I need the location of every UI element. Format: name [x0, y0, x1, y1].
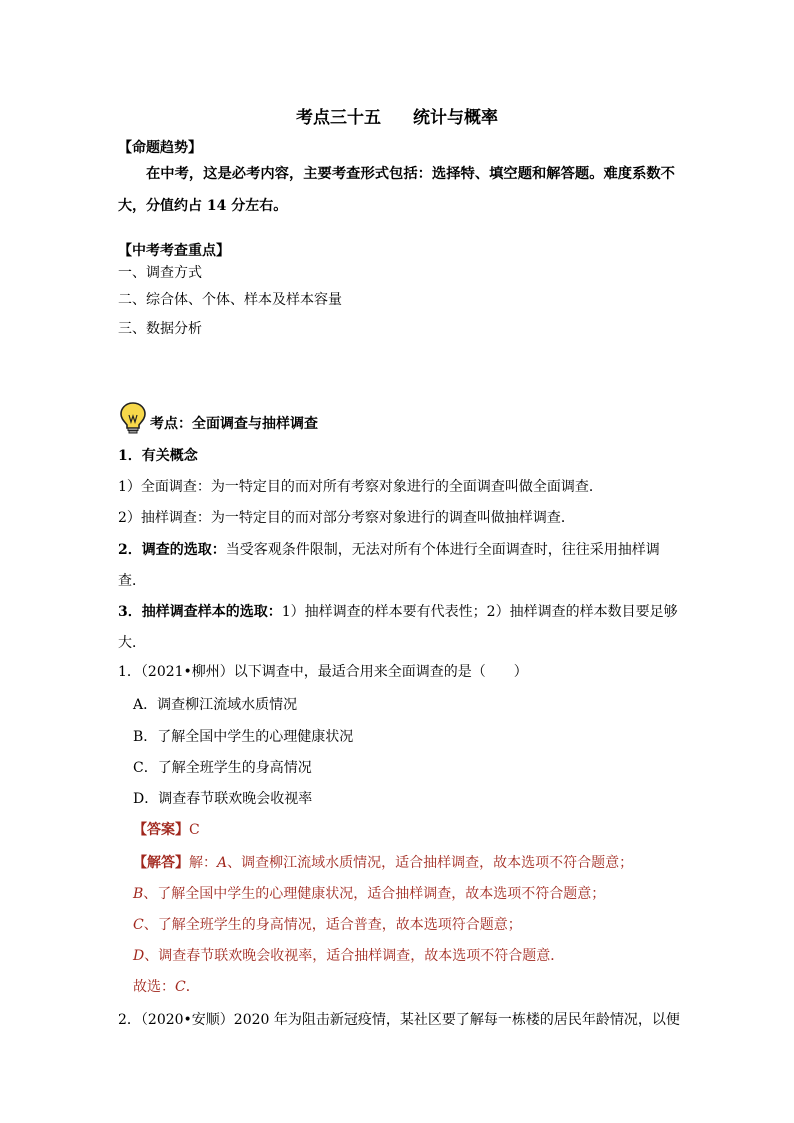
title-part-b: 统计与概率	[413, 108, 498, 128]
analysis-text: 、了解全国中学生的心理健康状况，适合抽样调查，故本选项不符合题意；	[143, 886, 606, 902]
analysis-text: 、调查柳江流域水质情况，适合抽样调查，故本选项不符合题意；	[227, 855, 634, 871]
analysis-line	[133, 915, 522, 935]
sample-continued: 大．	[118, 635, 146, 651]
option-c: C．了解全班学生的身高情况	[133, 760, 312, 776]
selection-paragraph	[118, 540, 660, 560]
option-b: B．了解全国中学生的心理健康状况	[133, 729, 354, 745]
analysis-line	[133, 884, 605, 904]
option-letter: C	[133, 917, 144, 933]
concept-item-2: 2）抽样调查：为一特定目的而对部分考察对象进行的调查叫做抽样调查．	[118, 510, 575, 526]
option-d: D．调查春节联欢晚会收视率	[133, 791, 313, 807]
lightbulb-icon	[118, 401, 148, 435]
sample-label: 3．抽样调查样本的选取：	[118, 604, 282, 620]
focus-heading: 【中考考查重点】	[118, 243, 230, 259]
focus-item: 一、调查方式	[118, 265, 202, 281]
title-part-a: 考点三十五	[296, 108, 381, 128]
analysis-text: 、调查春节联欢晚会收视率，适合抽样调查，故本选项不符合题意．	[144, 948, 565, 964]
answer-line	[133, 820, 200, 840]
choose-prefix: 故选：	[133, 979, 175, 995]
trend-line-2: 大，分值约占 14 分左右。	[118, 198, 288, 214]
analysis-line	[133, 946, 564, 966]
concept-heading: 1．有关概念	[118, 448, 198, 464]
kp-title: 考点：全面调查与抽样调查	[150, 416, 318, 432]
sample-text: 1）抽样调查的样本要有代表性；2）抽样调查的样本数目要足够	[281, 604, 678, 620]
option-letter: D	[133, 948, 145, 964]
focus-item: 二、综合体、个体、样本及样本容量	[118, 292, 342, 308]
analysis-label: 【解答】	[133, 855, 189, 871]
selection-continued: 查．	[118, 573, 146, 589]
page-title	[0, 106, 794, 130]
analysis-prefix: 解：	[189, 855, 217, 871]
option-letter: A	[217, 855, 228, 871]
sample-paragraph	[118, 602, 678, 622]
selection-text: 当受客观条件限制，无法对所有个体进行全面调查时，往往采用抽样调	[225, 542, 660, 558]
trend-line-1: 在中考，这是必考内容，主要考查形式包括：选择特、填空题和解答题。难度系数不	[146, 166, 675, 182]
answer-label: 【答案】	[133, 822, 189, 838]
choose-line	[133, 977, 200, 997]
selection-label: 2．调查的选取：	[118, 542, 226, 558]
analysis-line	[133, 853, 633, 873]
question-1-stem: 1．（2021•柳州）以下调查中，最适合用来全面调查的是（ ）	[118, 664, 528, 680]
option-letter: B	[133, 886, 144, 902]
option-a: A．调查柳江流域水质情况	[133, 697, 298, 713]
focus-item: 三、数据分析	[118, 321, 202, 337]
choose-letter: C	[175, 979, 186, 995]
analysis-text: 、了解全班学生的身高情况，适合普查，故本选项符合题意；	[143, 917, 522, 933]
concept-item-1: 1）全面调查：为一特定目的而对所有考察对象进行的全面调查叫做全面调查．	[118, 479, 603, 495]
answer-value: C	[189, 822, 200, 838]
trend-heading: 【命题趋势】	[118, 140, 202, 156]
question-2-stem: 2．（2020•安顺）2020 年为阻击新冠疫情，某社区要了解每一栋楼的居民年龄情况，以便	[118, 1012, 680, 1028]
choose-suffix: ．	[185, 979, 200, 995]
